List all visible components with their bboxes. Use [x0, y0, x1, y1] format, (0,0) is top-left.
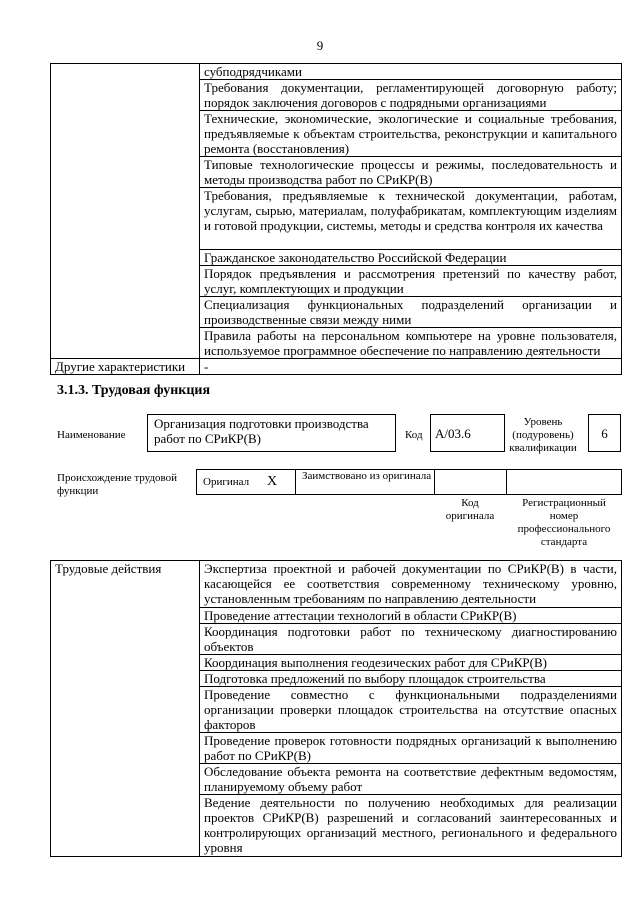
table-row: Координация подготовки работ по техническому диагностированию объектов: [200, 624, 622, 655]
reg-number-box: [506, 469, 622, 495]
function-name-value: Организация подготовки производства работ по СРиКР(В): [154, 416, 369, 446]
table-row: Проведение аттестации технологий в области СРиКР(В): [200, 608, 622, 624]
table-row: Требования документации, регламентирующей договорную работу; порядок заключения договоров с подрядными организациями: [200, 80, 622, 111]
original-code-box: [434, 469, 507, 495]
labor-actions-table: [50, 560, 622, 857]
origin-label: Происхождение трудовой функции: [57, 472, 178, 497]
borrowed-label: Заимствовано из оригинала: [302, 470, 432, 482]
knowledge-table: [50, 63, 622, 375]
table-row: Обследование объекта ремонта на соответствие дефектным ведомостям, планируемому объему работ: [200, 764, 622, 795]
page-number: 9: [316, 38, 324, 53]
table-row: Технические, экономические, экологические и социальные требования, предъявляемые к объектам строительства, реконструкции и капитального ремонта (восстановления): [200, 111, 622, 157]
level-label: Уровень (подуровень) квалификации: [509, 416, 577, 454]
table-row: Проведение проверок готовности подрядных организаций к выполнению работ по СРиКР(В): [200, 733, 622, 764]
table-row: Правила работы на персональном компьютере на уровне пользователя, используемое программное обеспечение по направлению деятельности: [200, 328, 622, 359]
level-box: [588, 414, 621, 452]
level-value: 6: [601, 426, 608, 441]
table-row: Координация выполнения геодезических работ для СРиКР(В): [200, 655, 622, 671]
other-characteristics-value: -: [200, 359, 622, 375]
table-row: Требования, предъявляемые к технической документации, работам, услугам, сырью, материалам, полуфабрикатам, комплектующим изделиям и готовой продукции, системы, методы и средства контроля их качества: [200, 188, 622, 250]
table-row: Порядок предъявления и рассмотрения претензий по качеству работ, услуг, комплектующих и продукции: [200, 266, 622, 297]
table-row: Экспертиза проектной и рабочей документации по СРиКР(В) в части, касающейся ее соответствия современному техническому уровню, установленным требованиям по направлению деятельности: [200, 561, 622, 608]
original-mark: Х: [267, 474, 278, 489]
code-caption: Код оригинала: [445, 497, 495, 522]
table-row: субподрядчиками: [200, 64, 622, 80]
table-row: Проведение совместно с функциональными подразделениями организации проверки площадок строительства на отсутствие опасных факторов: [200, 687, 622, 733]
other-characteristics-label: Другие характеристики: [51, 359, 200, 375]
borrowed-box: [295, 469, 435, 495]
name-label: Наименование: [57, 429, 126, 441]
original-label: Оригинал: [203, 476, 250, 488]
reg-caption: Регистрационный номер профессионального стандарта: [517, 497, 611, 548]
table-row: Гражданское законодательство Российской Федерации: [200, 250, 622, 266]
original-box: [196, 469, 296, 495]
code-value: А/03.6: [435, 426, 471, 441]
code-label: Код: [405, 429, 423, 441]
table-row: Подготовка предложений по выбору площадок строительства: [200, 671, 622, 687]
table-row: Типовые технологические процессы и режимы, последовательность и методы производства работ по СРиКР(В): [200, 157, 622, 188]
table-row: Ведение деятельности по получению необходимых для реализации проектов СРиКР(В) разрешений и согласований заинтересованных и контролирующих организаций местного, регионального и федерального уровня: [200, 795, 622, 857]
section-title: 3.1.3. Трудовая функция: [57, 383, 211, 398]
function-name-box: [147, 414, 396, 452]
knowledge-left-cell: [51, 64, 200, 359]
code-box: [430, 414, 505, 452]
labor-actions-label: Трудовые действия: [51, 561, 200, 857]
table-row: Специализация функциональных подразделений организации и производственные связи между ними: [200, 297, 622, 328]
